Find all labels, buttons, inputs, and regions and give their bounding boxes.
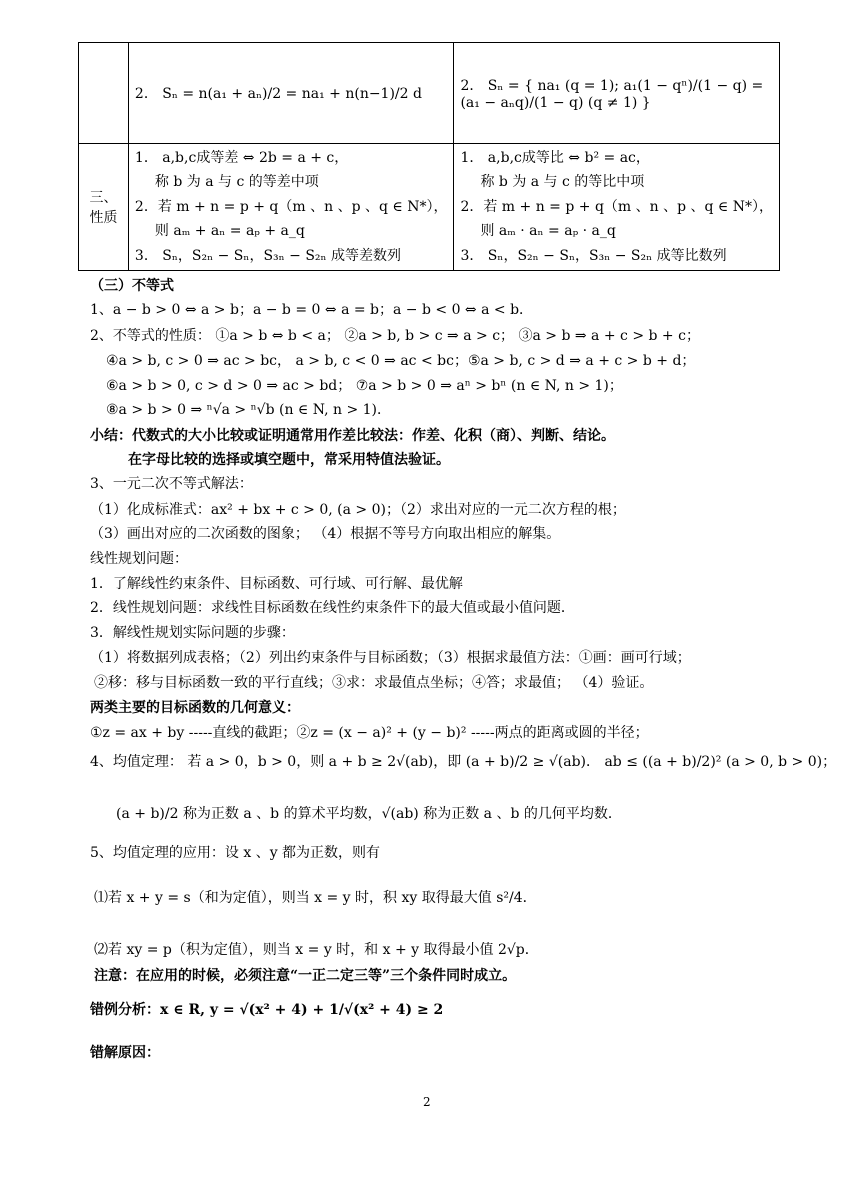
- property-line: 3． Sₙ，S₂ₙ − Sₙ，S₃ₙ − S₂ₙ 成等比数列: [460, 247, 727, 264]
- section-heading-inequality: （三）不等式: [90, 278, 174, 294]
- note-line: 注意：在应用的时候，必须注意“一正二定三等”三个条件同时成立。: [94, 968, 517, 984]
- text-line: ②移：移与目标函数一致的平行直线；③求：求最值点坐标；④答；求最值； （4）验证。: [94, 675, 654, 691]
- text-line: （1）将数据列成表格；（2）列出约束条件与目标函数；（3）根据求最值方法：①画：画可行域；: [90, 650, 691, 666]
- text-line: 两类主要的目标函数的几何意义：: [90, 700, 300, 716]
- text-line: 线性规划问题：: [90, 551, 188, 567]
- text-line: 1、a − b > 0 ⇔ a > b；a − b = 0 ⇔ a = b；a − b < 0 ⇔ a < b．: [90, 302, 534, 318]
- geometric-properties: [454, 144, 780, 271]
- table-row-label: [79, 43, 129, 144]
- text-line: 3．解线性规划实际问题的步骤：: [90, 625, 295, 641]
- text-line: (a + b)/2 称为正数 a 、b 的算术平均数，√(ab) 称为正数 a 、b 的几何平均数．: [116, 806, 622, 822]
- property-line: 称 b 为 a 与 c 的等比中项: [480, 174, 645, 191]
- property-line: 2．若 m + n = p + q（m 、n 、p 、q ∈ N*），: [460, 198, 773, 215]
- text-line: ⑧a > b > 0 ⇒ ⁿ√a > ⁿ√b (n ∈ N, n > 1)．: [106, 402, 392, 418]
- text-line: 3、一元二次不等式解法：: [90, 476, 253, 492]
- summary-line: 在字母比较的选择或填空题中，常采用特值法验证。: [128, 452, 450, 468]
- property-line: 2．若 m + n = p + q（m 、n 、p 、q ∈ N*），: [134, 198, 448, 215]
- text-line: 2、不等式的性质： ①a > b ⇔ b < a； ②a > b, b > c ⇒ a > c； ③a > b ⇒ a + c > b + c；: [90, 328, 700, 344]
- text-line: （3）画出对应的二次函数的图象； （4）根据不等号方向取出相应的解集。: [90, 526, 561, 542]
- geometric-sum-formula: 2． Sₙ = { na₁ (q = 1); a₁(1 − qⁿ)/(1 − q) = (a₁ − aₙq)/(1 − q) (q ≠ 1) }: [454, 43, 780, 144]
- error-reason-line: 错解原因：: [90, 1045, 160, 1061]
- text-line: ⑥a > b > 0, c > d > 0 ⇒ ac > bd； ⑦a > b > 0 ⇒ aⁿ > bⁿ (n ∈ N, n > 1)；: [106, 378, 623, 394]
- table-row: [79, 144, 780, 271]
- page-number: 2: [423, 1095, 431, 1109]
- property-line: 则 aₘ + aₙ = aₚ + a_q: [154, 223, 305, 240]
- property-line: 称 b 为 a 与 c 的等差中项: [154, 174, 319, 191]
- text-line: （1）化成标准式：ax² + bx + c > 0, (a > 0)；（2）求出对应的一元二次方程的根；: [90, 502, 626, 518]
- property-line: 1． a,b,c成等比 ⇔ b² = ac，: [460, 149, 650, 166]
- summary-line: 小结：代数式的大小比较或证明通常用作差比较法：作差、化积（商）、判断、结论。: [90, 428, 615, 444]
- text-line: ④a > b, c > 0 ⇒ ac > bc， a > b, c < 0 ⇒ ac < bc；⑤a > b, c > d ⇒ a + c > b + d；: [106, 353, 696, 369]
- arithmetic-properties: [128, 144, 454, 271]
- text-line: 5、均值定理的应用：设 x 、y 都为正数，则有: [90, 845, 381, 861]
- property-line: 1． a,b,c成等差 ⇔ 2b = a + c，: [134, 149, 349, 166]
- text-line: 1．了解线性约束条件、目标函数、可行域、可行解、最优解: [90, 576, 463, 592]
- arithmetic-sum-formula: 2． Sₙ = n(a₁ + aₙ)/2 = na₁ + n(n−1)/2 d: [128, 43, 454, 144]
- sequence-comparison-table: [78, 42, 780, 271]
- table-row: [79, 43, 780, 144]
- text-line: 4、均值定理： 若 a > 0，b > 0，则 a + b ≥ 2√(ab)，即 (a + b)/2 ≥ √(ab)． ab ≤ ((a + b)/2)² (a > 0, b > 0)；: [90, 754, 837, 770]
- table-row-label: 三、性质: [79, 144, 129, 271]
- text-line: ⑵若 xy = p（积为定值），则当 x = y 时，和 x + y 取得最小值 2√p．: [94, 942, 539, 958]
- text-line: ⑴若 x + y = s（和为定值），则当 x = y 时，积 xy 取得最大值 s²/4．: [94, 890, 537, 906]
- error-example-line: 错例分析：x ∈ R, y = √(x² + 4) + 1/√(x² + 4) ≥ 2: [90, 1002, 444, 1018]
- property-line: 3． Sₙ，S₂ₙ − Sₙ，S₃ₙ − S₂ₙ 成等差数列: [134, 247, 402, 264]
- property-line: 则 aₘ · aₙ = aₚ · a_q: [480, 223, 616, 240]
- text-line: ①z = ax + by -----直线的截距；②z = (x − a)² + (y − b)² -----两点的距离或圆的半径；: [90, 725, 649, 741]
- text-line: 2．线性规划问题：求线性目标函数在线性约束条件下的最大值或最小值问题．: [90, 600, 575, 616]
